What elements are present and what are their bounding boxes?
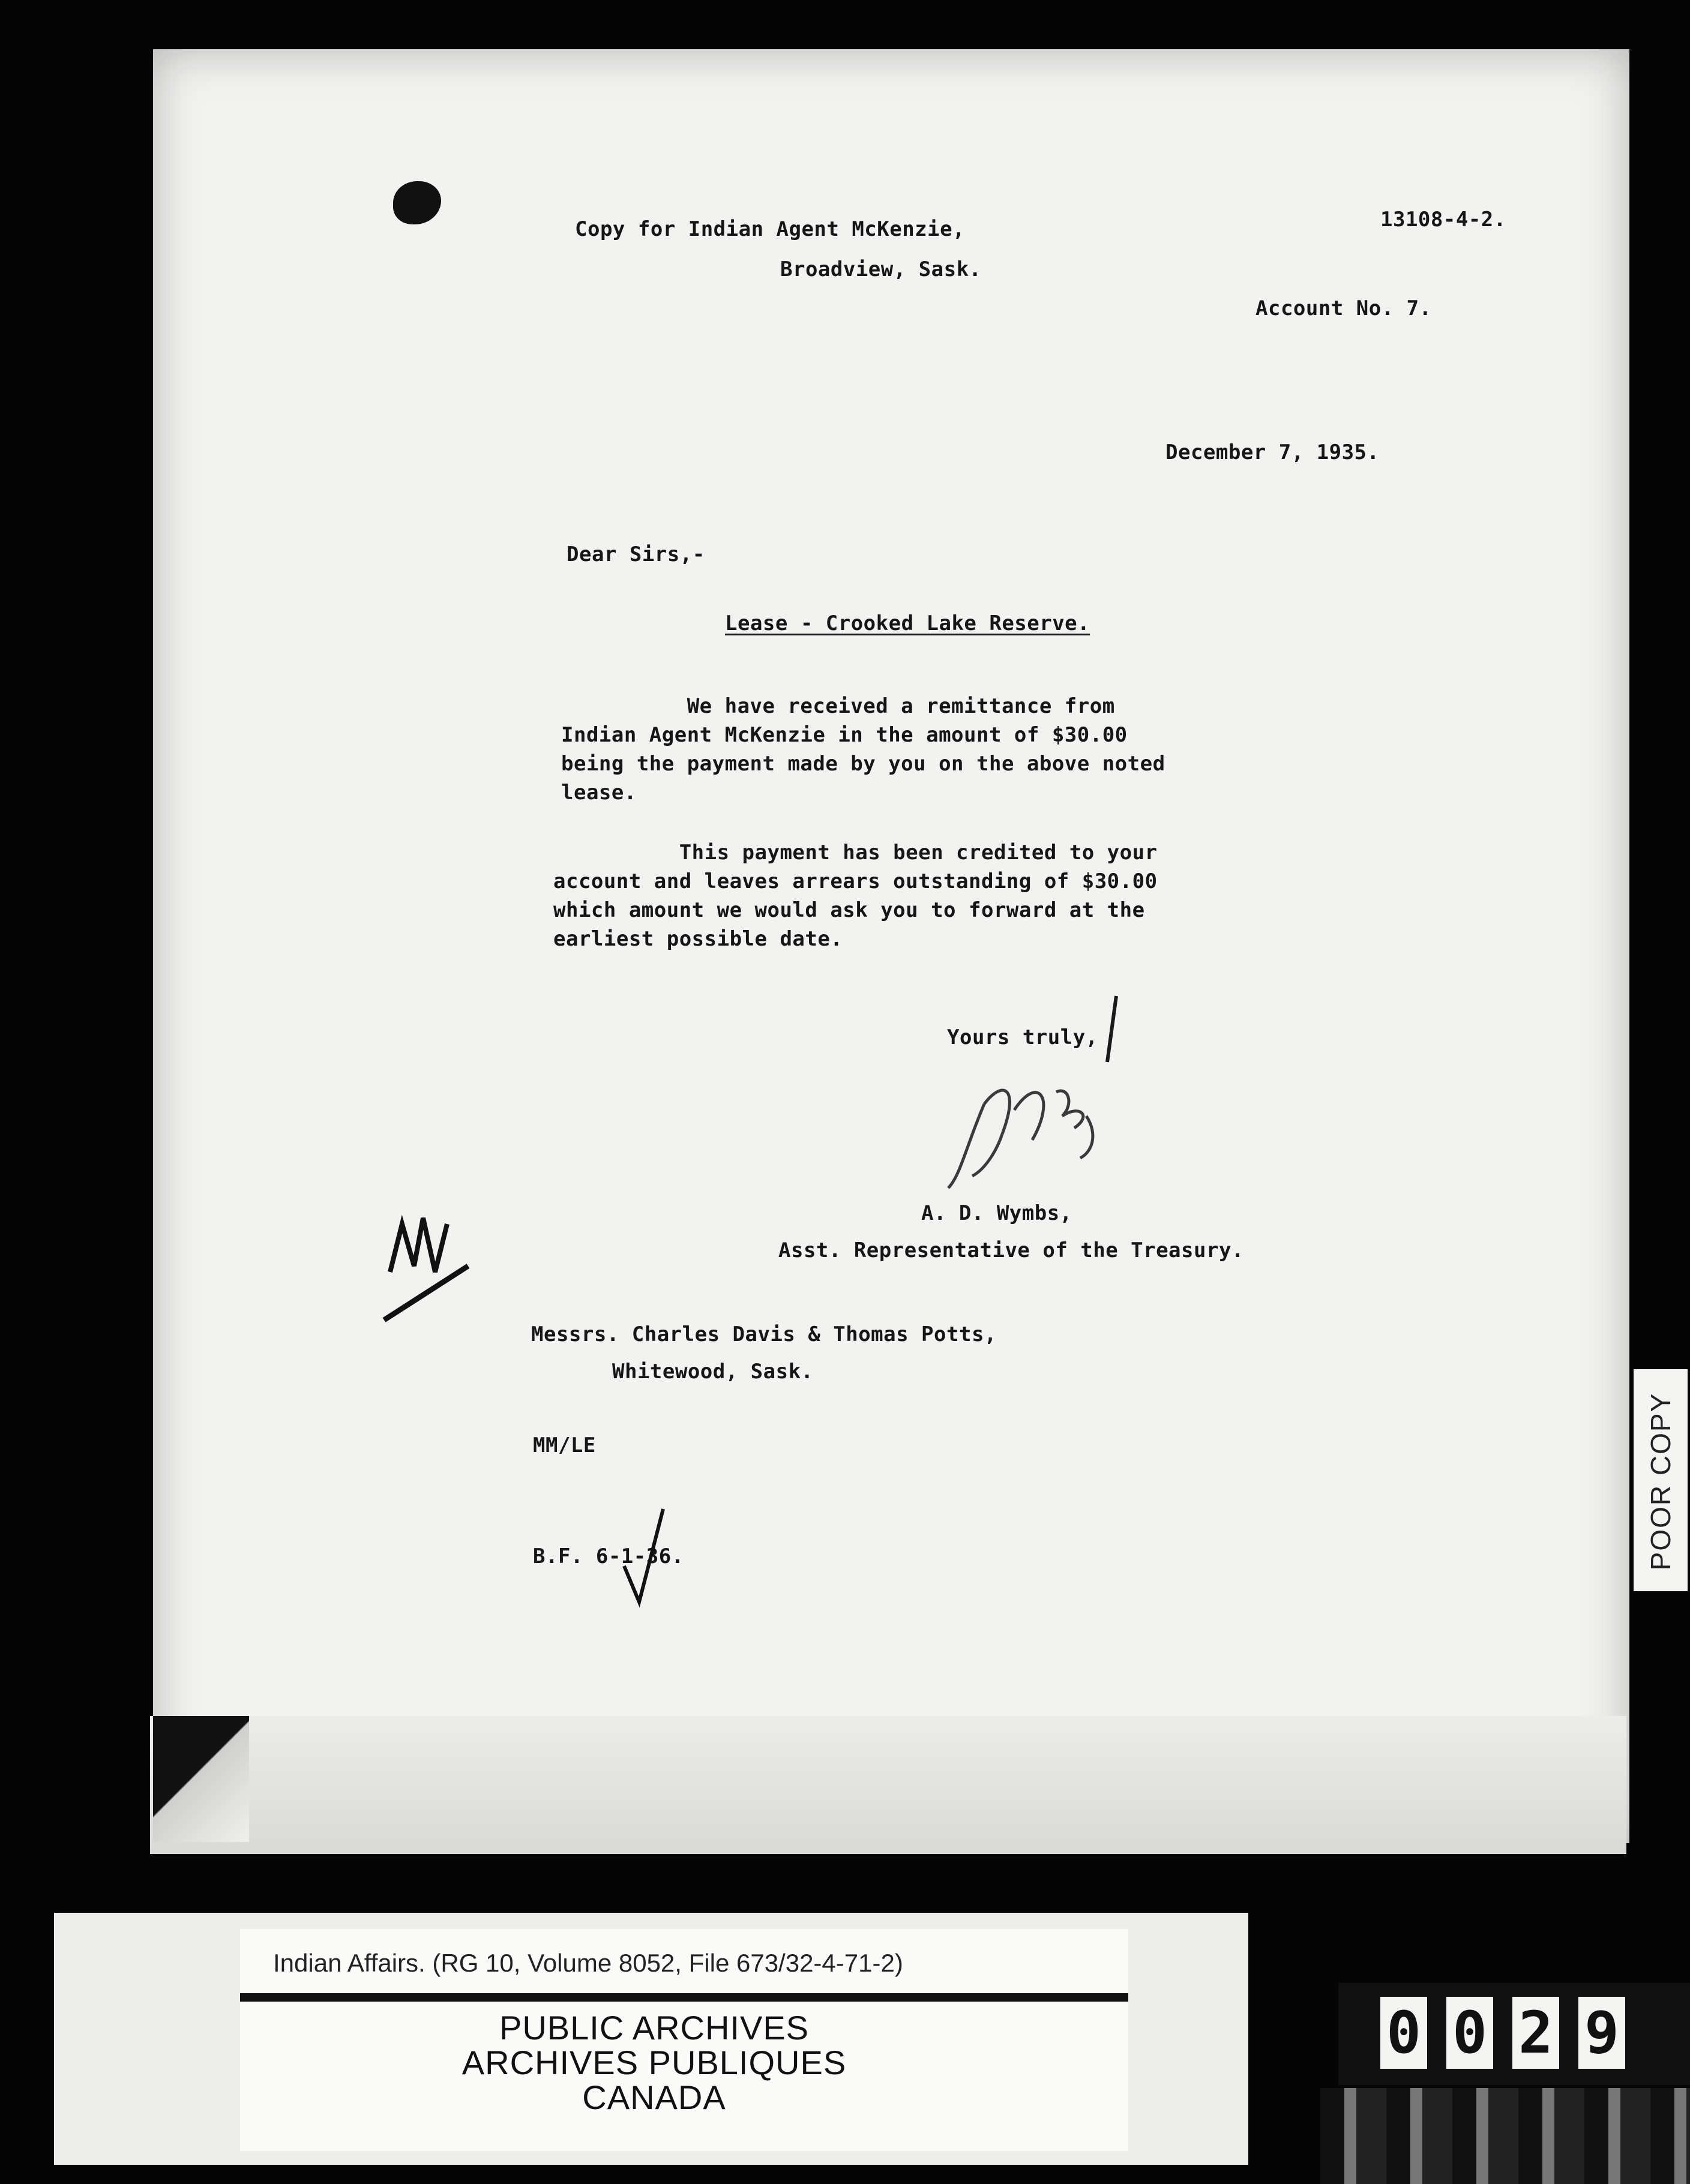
salutation: Dear Sirs,-: [567, 542, 705, 566]
poor-copy-stamp: POOR COPY: [1634, 1369, 1688, 1591]
page-bottom-shade: [150, 1716, 1626, 1854]
paragraph-1-line: being the payment made by you on the above noted: [561, 752, 1165, 776]
label-divider: [240, 1993, 1128, 2002]
addressee-line1: Messrs. Charles Davis & Thomas Potts,: [531, 1322, 997, 1346]
letter-date: December 7, 1935.: [1165, 440, 1380, 464]
addressee-line2: Whitewood, Sask.: [612, 1360, 814, 1384]
closing: Yours truly,: [947, 1025, 1098, 1049]
check-mark: [618, 1506, 672, 1608]
signer-name: A. D. Wymbs,: [921, 1201, 1072, 1225]
paragraph-2-line: This payment has been credited to your: [553, 841, 1158, 865]
frame-digit: 9: [1578, 1997, 1625, 2069]
copy-for-line1: Copy for Indian Agent McKenzie,: [575, 217, 966, 241]
folded-corner: [153, 1716, 249, 1842]
archive-country: CANADA: [582, 2078, 726, 2116]
file-number: 13108-4-2.: [1380, 208, 1506, 232]
paragraph-2-line: which amount we would ask you to forward at the: [553, 898, 1145, 922]
signer-title: Asst. Representative of the Treasury.: [778, 1238, 1244, 1262]
handwritten-m-mark: [378, 1206, 474, 1326]
copy-for-line2: Broadview, Sask.: [780, 257, 982, 281]
paragraph-2-line: earliest possible date.: [553, 927, 843, 951]
paragraph-1-line: lease.: [561, 781, 637, 805]
paragraph-1-line: Indian Agent McKenzie in the amount of $30.00: [561, 723, 1128, 747]
archive-name-english: PUBLIC ARCHIVES: [499, 2009, 810, 2047]
paragraph-2-line: account and leaves arrears outstanding of $30.00: [553, 869, 1158, 893]
bring-forward-date: B.F. 6-1-36.: [533, 1544, 684, 1568]
typist-initials: MM/LE: [533, 1433, 596, 1457]
subject-line: Lease - Crooked Lake Reserve.: [725, 611, 1090, 635]
paragraph-1-line: We have received a remittance from: [561, 694, 1115, 718]
account-number: Account No. 7.: [1255, 296, 1432, 320]
film-edge: [1320, 2088, 1690, 2184]
signature: [912, 996, 1164, 1194]
archive-reference: Indian Affairs. (RG 10, Volume 8052, File 673/32-4-71-2): [273, 1949, 903, 1977]
frame-digit: 0: [1380, 1997, 1427, 2069]
frame-digit: 0: [1446, 1997, 1493, 2069]
frame-digit: 2: [1512, 1997, 1559, 2069]
archive-name-french: ARCHIVES PUBLIQUES: [462, 2044, 847, 2081]
